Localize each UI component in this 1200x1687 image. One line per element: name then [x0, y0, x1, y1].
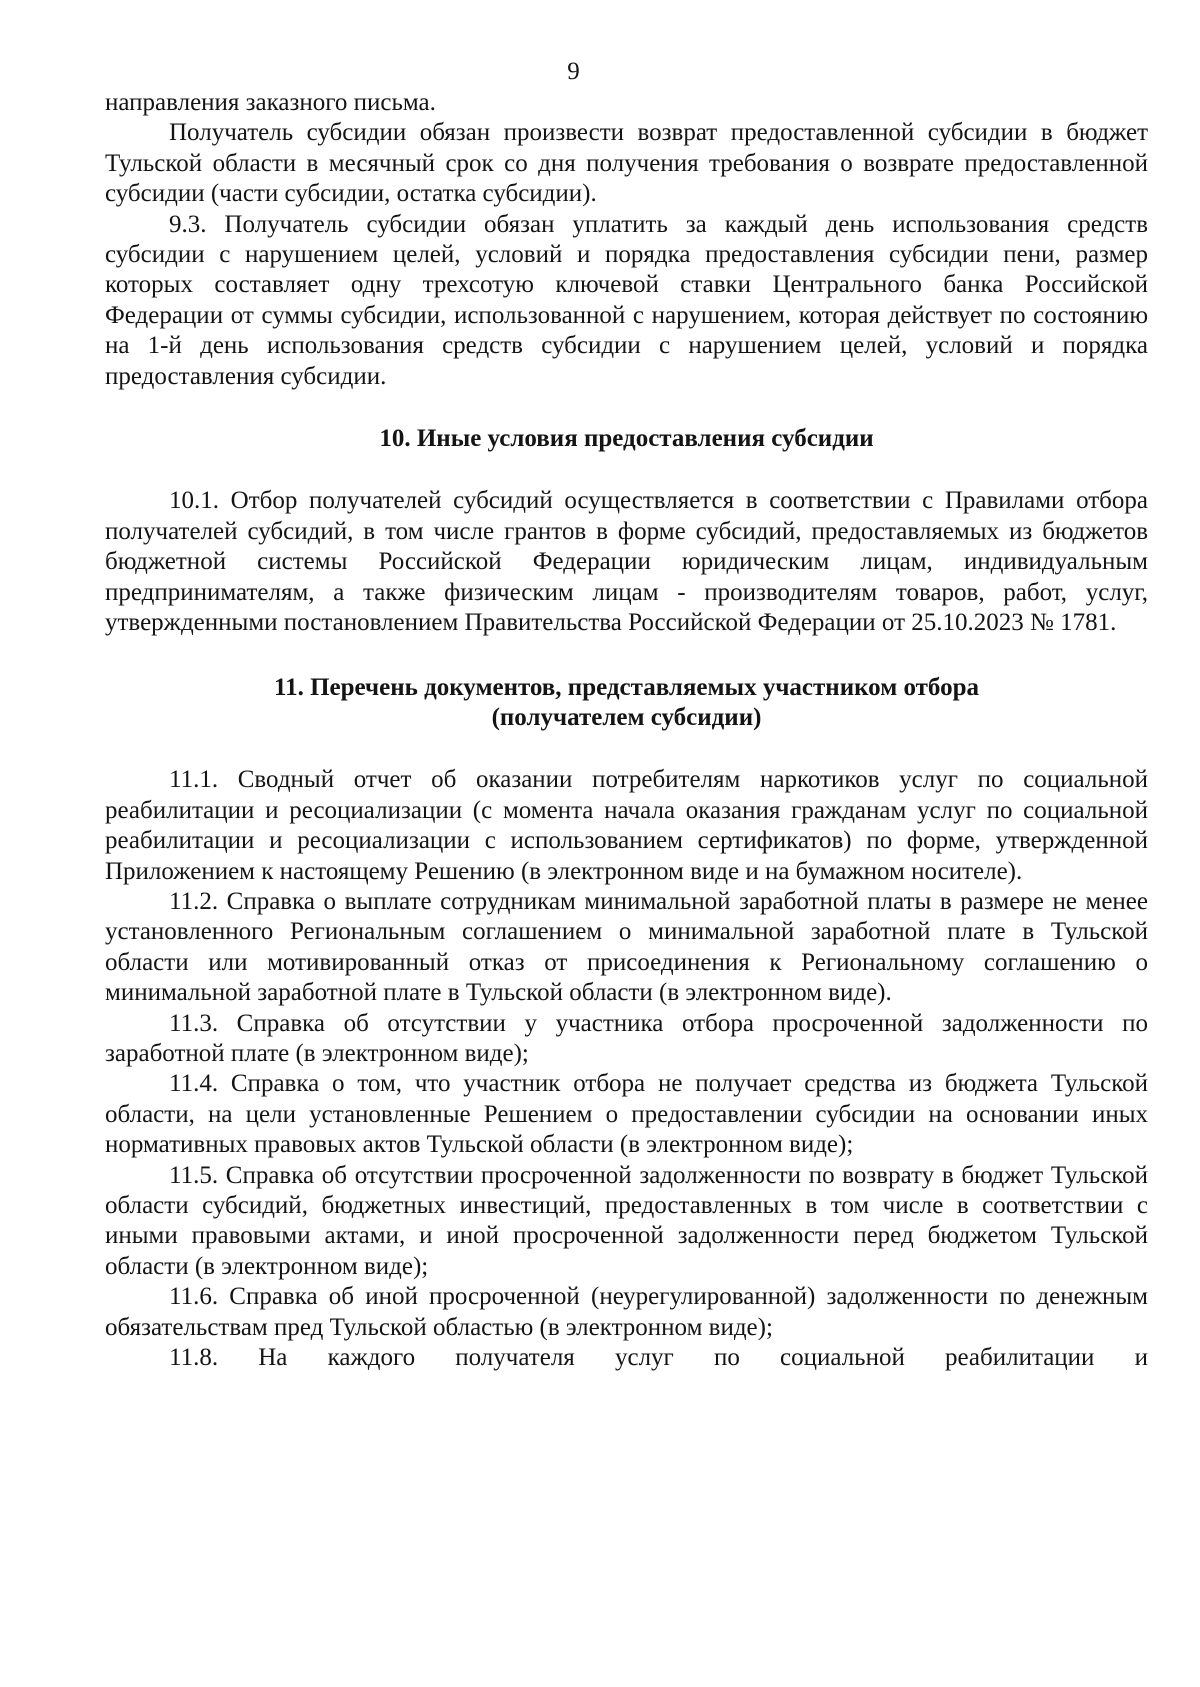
- paragraph: 9.3. Получатель субсидии обязан уплатить за каждый день использования средств субсидии с нарушением целей, условий и порядка предоставления субсидии пени, размер которых составляет одну трехсотую ключевой ставки Центрального банка Российской Федерации от суммы субсидии, использованной с нарушением, которая действует по состоянию на 1-й день использования средств субсидии с нарушением целей, условий и порядка предоставления субсидии.: [105, 210, 1148, 390]
- paragraph: 11.6. Справка об иной просроченной (неурегулированной) задолженности по денежным обязательствам пред Тульской областью (в электронном виде);: [105, 1283, 1148, 1341]
- section-heading: 11. Перечень документов, представляемых участником отбора (получателем субсидии): [273, 673, 980, 731]
- document-body: [105, 88, 1148, 1373]
- section-heading: 10. Иные условия предоставления субсидии: [379, 425, 874, 453]
- paragraph: 10.1. Отбор получателей субсидий осуществляется в соответствии с Правилами отбора получателей субсидий, в том числе грантов в форме субсидий, предоставляемых из бюджетов бюджетной системы Российской Федерации юридическим лицам, индивидуальным предпринимателям, а также физическим лицам - производителям товаров, работ, услуг, утвержденными постановлением Правительства Российской Федерации от 25.10.2023 № 1781.: [105, 487, 1148, 637]
- page-number: 9: [567, 58, 580, 85]
- paragraph: Получатель субсидии обязан произвести возврат предоставленной субсидии в бюджет Тульской области в месячный срок со дня получения требования о возврате предоставленной субсидии (части субсидии, остатка субсидии).: [105, 119, 1148, 208]
- paragraph: направления заказного письма.: [105, 89, 436, 116]
- paragraph: 11.4. Справка о том, что участник отбора не получает средства из бюджета Тульской области, на цели установленные Решением о предоставлении субсидии на основании иных нормативных правовых актов Тульской области (в электронном виде);: [105, 1070, 1148, 1159]
- paragraph: 11.3. Справка об отсутствии у участника отбора просроченной задолженности по заработной плате (в электронном виде);: [105, 1009, 1148, 1067]
- paragraph: 11.5. Справка об отсутствии просроченной задолженности по возврату в бюджет Тульской области субсидий, бюджетных инвестиций, предоставленных в том числе в соответствии с иными правовыми актами, и иной просроченной задолженности перед бюджетом Тульской области (в электронном виде);: [105, 1161, 1148, 1280]
- paragraph: 11.1. Сводный отчет об оказании потребителям наркотиков услуг по социальной реабилитации и ресоциализации (с момента начала оказания гражданам услуг по социальной реабилитации и ресоциализации с использованием сертификатов) по форме, утвержденной Приложением к настоящему Решению (в электронном виде и на бумажном носителе).: [105, 766, 1148, 885]
- paragraph: 11.8. На каждого получателя услуг по социальной реабилитации и: [169, 1344, 1148, 1372]
- paragraph: 11.2. Справка о выплате сотрудникам минимальной заработной платы в размере не менее установленного Региональным соглашением о минимальной заработной плате в Тульской области или мотивированный отказ от присоединения к Региональному соглашению о минимальной заработной плате в Тульской области (в электронном виде).: [105, 887, 1148, 1007]
